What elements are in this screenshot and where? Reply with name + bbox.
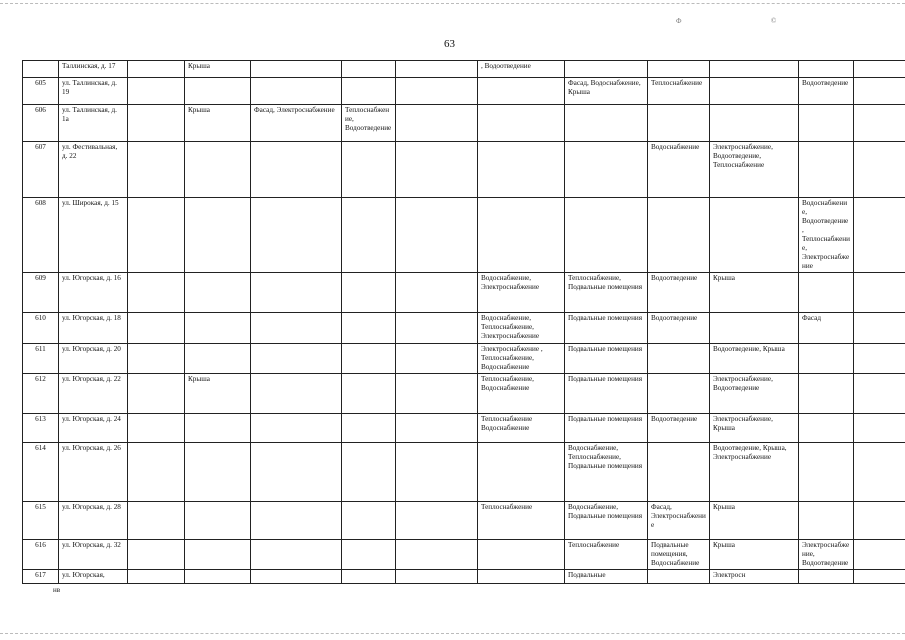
address-cell: ул. Фестивальная, д. 22 [59,142,128,198]
work-cell: , Водоотведение [478,61,565,78]
work-cell [478,540,565,570]
work-cell: Водоснабжение, Водоотведение, Теплоснабжение, Электроснабжение [799,198,854,273]
empty-cell [854,443,905,502]
work-cell [799,414,854,443]
work-cell: Водоотведение [648,273,710,313]
row-number-cell: 615 [23,502,59,540]
work-cell [396,61,478,78]
work-cell [710,61,799,78]
work-cell [342,61,396,78]
work-cell [799,61,854,78]
empty-cell [854,344,905,374]
work-cell [251,374,342,414]
work-cell: Теплоснабжение [565,540,648,570]
work-cell [185,570,251,584]
work-cell: Водоснабжение, Подвальные помещения [565,502,648,540]
empty-cell [854,570,905,584]
address-cell: ул. Югорская, [59,570,128,584]
empty-cell [854,273,905,313]
work-cell: Водоотведение, Крыша [710,344,799,374]
work-cell [251,414,342,443]
empty-cell [854,414,905,443]
address-cell: ул. Югорская, д. 32 [59,540,128,570]
work-cell [799,273,854,313]
work-cell: Фасад, Водоснабжение, Крыша [565,78,648,105]
table-row [23,142,905,198]
table-row [23,198,905,273]
work-cell: Электроснабжение, Водоотведение [799,540,854,570]
work-cell [478,570,565,584]
work-cell [396,502,478,540]
address-cell: ул. Югорская, д. 22 [59,374,128,414]
work-cell [128,344,185,374]
row-number-cell: 616 [23,540,59,570]
work-cell: Фасад, Электроснабжение [648,502,710,540]
work-cell: Теплоснабжение, Подвальные помещения [565,273,648,313]
row-number-cell: 606 [23,105,59,142]
work-cell [799,374,854,414]
work-cell [251,344,342,374]
work-cell: Теплоснабжение Водоснабжение [478,414,565,443]
table-row [23,414,905,443]
work-cell: Водоснабжение [648,142,710,198]
work-cell [648,105,710,142]
row-number-cell: 613 [23,414,59,443]
work-cell: Крыша [185,374,251,414]
work-cell [342,198,396,273]
work-cell [396,273,478,313]
table-row [23,61,905,78]
work-cell [565,61,648,78]
scan-edge-bottom [0,633,905,634]
work-cell [478,443,565,502]
work-cell: Фасад, Электроснабжение [251,105,342,142]
work-cell: Подвальные помещения [565,313,648,344]
work-cell: Крыша [185,105,251,142]
work-cell [648,570,710,584]
table-row [23,570,905,584]
work-cell [396,198,478,273]
work-cell [648,198,710,273]
work-cell [710,78,799,105]
work-cell: Водоотведение [799,78,854,105]
row-number-cell: 611 [23,344,59,374]
work-cell [342,414,396,443]
work-cell: Электроснабжение, Водоотведение, Теплоснабжение [710,142,799,198]
work-cell [185,78,251,105]
work-cell [128,443,185,502]
repair-schedule-table [22,60,905,584]
work-cell [565,105,648,142]
footer-mark: нв [53,586,61,594]
work-cell: Водоотведение [648,414,710,443]
work-cell: Водоотведение, Крыша, Электроснабжение [710,443,799,502]
table-row [23,540,905,570]
work-cell [185,414,251,443]
address-cell: ул. Таллинская, д. 1а [59,105,128,142]
work-cell: Водоотведение [648,313,710,344]
address-cell: ул. Югорская, д. 18 [59,313,128,344]
work-cell [185,540,251,570]
work-cell [710,198,799,273]
table-row [23,502,905,540]
work-cell [128,313,185,344]
work-cell [128,374,185,414]
row-number-cell [23,61,59,78]
work-cell [185,344,251,374]
address-cell: ул. Югорская, д. 28 [59,502,128,540]
work-cell [478,105,565,142]
work-cell: Подвальные помещения [565,344,648,374]
table-row [23,105,905,142]
empty-cell [854,502,905,540]
work-cell [396,540,478,570]
work-cell [710,313,799,344]
table-row [23,344,905,374]
work-cell [565,142,648,198]
work-cell [251,313,342,344]
scan-mark-right: © [771,17,777,25]
work-cell [710,105,799,142]
work-cell [128,61,185,78]
work-cell [799,443,854,502]
empty-cell [854,61,905,78]
row-number-cell: 607 [23,142,59,198]
work-cell [648,443,710,502]
row-number-cell: 617 [23,570,59,584]
work-cell [799,570,854,584]
work-cell [128,414,185,443]
work-cell [342,540,396,570]
work-cell [396,443,478,502]
empty-cell [854,198,905,273]
work-cell [648,374,710,414]
empty-cell [854,540,905,570]
row-number-cell: 609 [23,273,59,313]
work-cell: Водоснабжение, Теплоснабжение, Электроснабжение [478,313,565,344]
work-cell [342,570,396,584]
work-cell [396,570,478,584]
work-cell [251,198,342,273]
work-cell: Теплоснабжение, Водоснабжение [478,374,565,414]
work-cell [799,142,854,198]
work-cell: Водоснабжение, Теплоснабжение, Подвальные помещения [565,443,648,502]
work-cell: Крыша [710,502,799,540]
work-cell [478,198,565,273]
work-cell: Подвальные помещения [565,374,648,414]
address-cell: ул. Югорская, д. 20 [59,344,128,374]
table-row [23,374,905,414]
work-cell [185,142,251,198]
work-cell: Подвальные [565,570,648,584]
work-cell [342,374,396,414]
work-cell [128,78,185,105]
work-cell [185,443,251,502]
empty-cell [854,78,905,105]
work-cell [396,313,478,344]
work-cell [251,443,342,502]
work-cell [565,198,648,273]
work-cell [799,502,854,540]
work-cell: Крыша [710,540,799,570]
work-cell [185,313,251,344]
work-cell [251,142,342,198]
row-number-cell: 610 [23,313,59,344]
row-number-cell: 612 [23,374,59,414]
work-cell [128,502,185,540]
work-cell [251,273,342,313]
work-cell: Подвальные помещения [565,414,648,443]
empty-cell [854,313,905,344]
address-cell: ул. Югорская, д. 26 [59,443,128,502]
work-cell [128,142,185,198]
address-cell: ул. Таллинская, д. 19 [59,78,128,105]
table-row [23,273,905,313]
work-cell [396,374,478,414]
work-cell [396,414,478,443]
work-cell: Теплоснабжение, Водоотведение [342,105,396,142]
work-cell [251,502,342,540]
table-row [23,78,905,105]
table-row [23,313,905,344]
work-cell [185,198,251,273]
work-cell [799,105,854,142]
work-cell: Теплоснабжение [478,502,565,540]
work-cell [128,105,185,142]
empty-cell [854,374,905,414]
work-cell [396,142,478,198]
work-cell [648,344,710,374]
empty-cell [854,142,905,198]
address-cell: Таллинская, д. 17 [59,61,128,78]
work-cell [342,142,396,198]
work-cell: Электроснабжение, Крыша [710,414,799,443]
page-number: 63 [444,38,455,50]
table-row [23,443,905,502]
work-cell: Крыша [185,61,251,78]
work-cell [128,570,185,584]
row-number-cell: 605 [23,78,59,105]
work-cell [128,540,185,570]
work-cell [648,61,710,78]
work-cell [128,198,185,273]
address-cell: ул. Югорская, д. 16 [59,273,128,313]
work-cell [128,273,185,313]
row-number-cell: 608 [23,198,59,273]
work-cell: Подвальные помещения, Водоснабжение [648,540,710,570]
address-cell: ул. Югорская, д. 24 [59,414,128,443]
empty-cell [854,105,905,142]
work-cell [342,344,396,374]
work-cell [478,142,565,198]
scan-mark-left: Ф [676,17,682,25]
work-cell [342,273,396,313]
work-cell: Крыша [710,273,799,313]
work-cell: Электросн [710,570,799,584]
work-cell [478,78,565,105]
work-cell [396,105,478,142]
work-cell [251,78,342,105]
work-cell: Водоснабжение, Электроснабжение [478,273,565,313]
work-cell [396,344,478,374]
work-cell: Фасад [799,313,854,344]
work-cell: Электроснабжение , Теплоснабжение, Водоснабжение [478,344,565,374]
table-body [23,61,905,584]
work-cell [396,78,478,105]
work-cell [185,273,251,313]
work-cell [251,540,342,570]
work-cell [251,570,342,584]
work-cell [342,78,396,105]
row-number-cell: 614 [23,443,59,502]
work-cell: Теплоснабжение [648,78,710,105]
work-cell [342,443,396,502]
scan-edge-top [0,3,905,4]
work-cell [251,61,342,78]
work-cell [185,502,251,540]
address-cell: ул. Широкая, д. 15 [59,198,128,273]
work-cell: Электроснабжение, Водоотведение [710,374,799,414]
work-cell [799,344,854,374]
work-cell [342,313,396,344]
work-cell [342,502,396,540]
